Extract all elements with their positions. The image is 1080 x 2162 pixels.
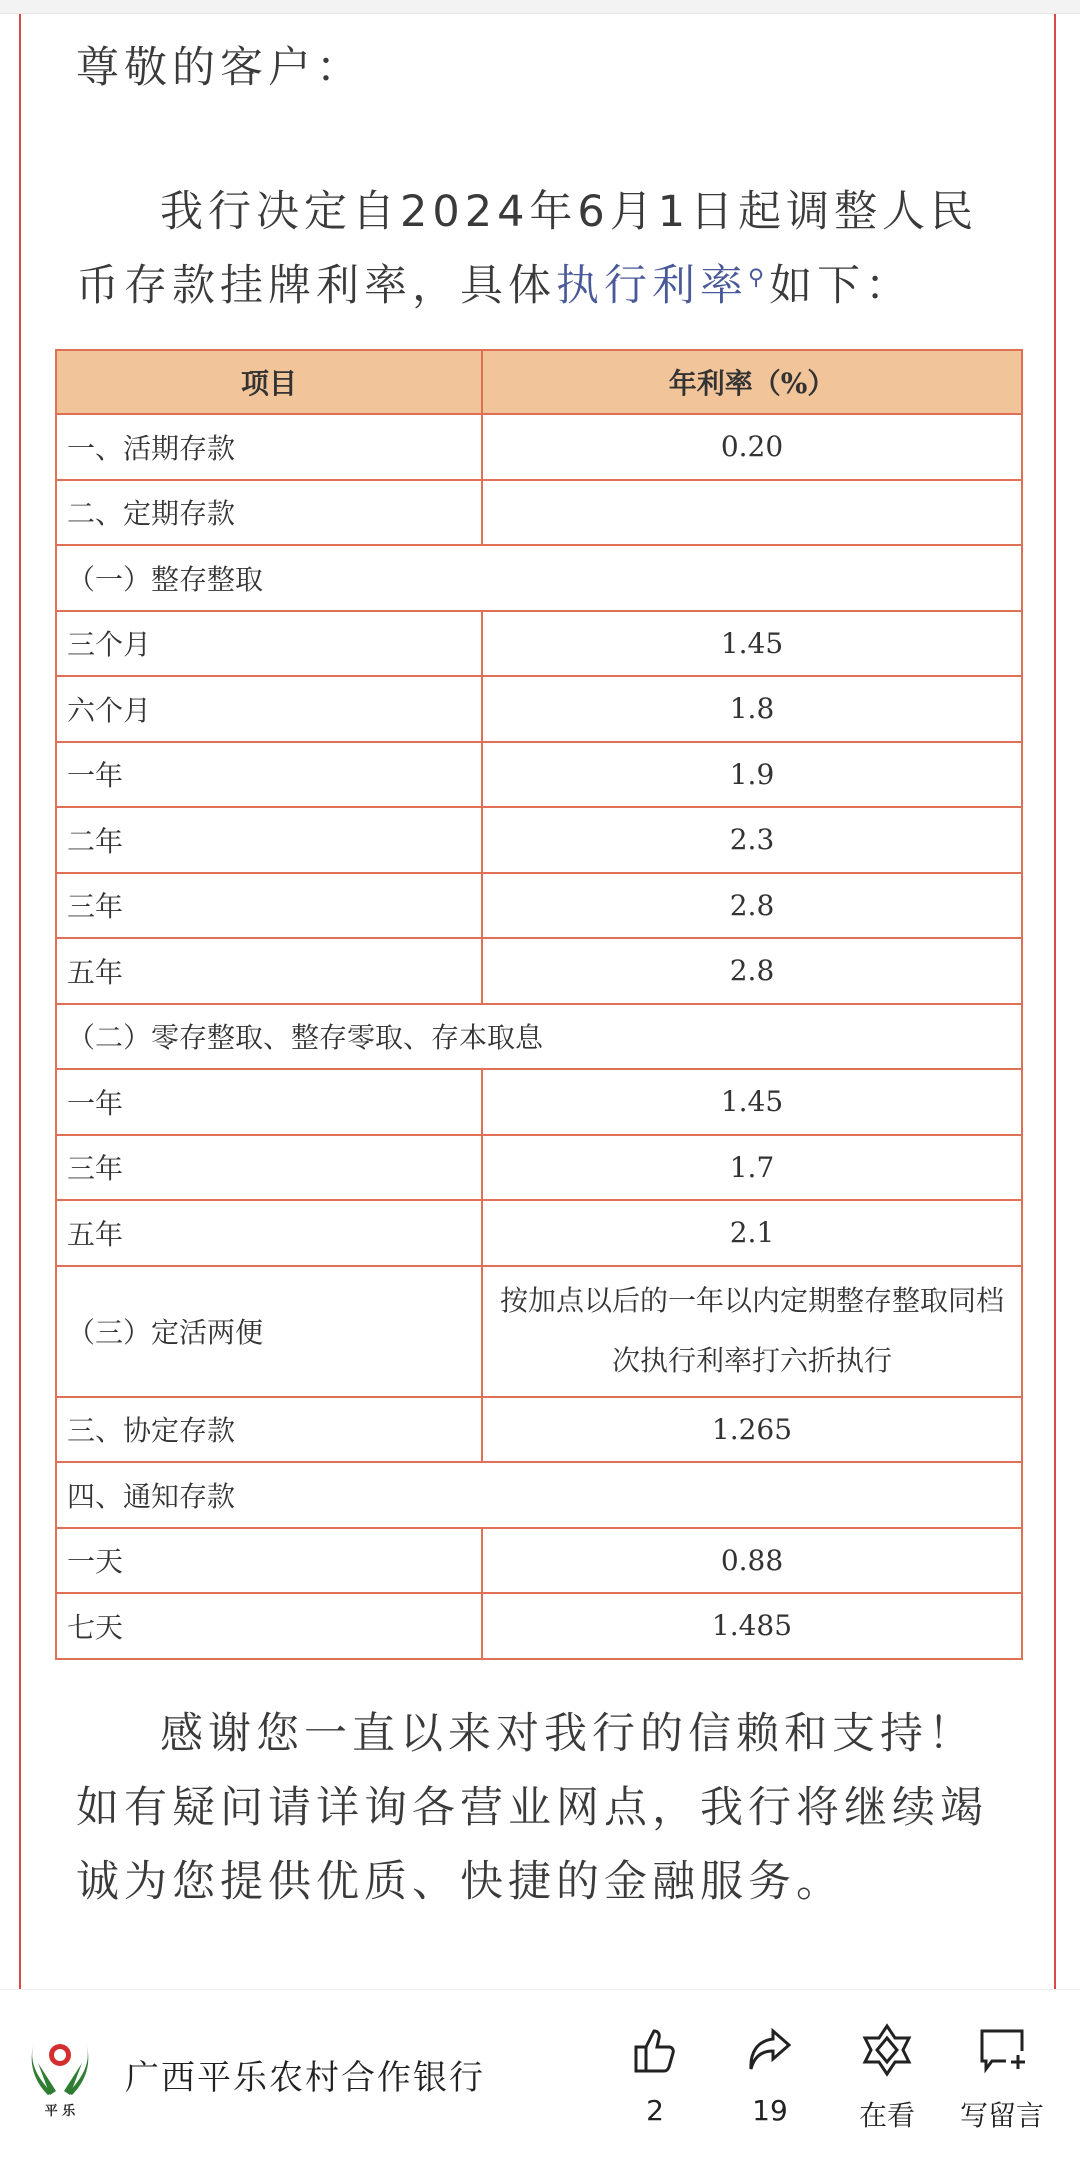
thumbs-up-icon [605, 2020, 705, 2080]
table-row [56, 1069, 1022, 1135]
closing-line-3: 诚为您提供优质、快捷的金融服务。 [76, 1857, 844, 1907]
table-row [56, 1397, 1022, 1463]
row-item: 三、协定存款 [56, 1397, 482, 1463]
footer-bar [0, 1989, 1080, 2162]
header-item: 项目 [56, 350, 482, 414]
table-row [56, 545, 1022, 611]
row-rate: 0.88 [482, 1528, 1022, 1594]
closing-line-1: 感谢您一直以来对我行的信赖和支持！ [160, 1709, 976, 1759]
row-item: 三年 [56, 873, 482, 939]
table-row [56, 1462, 1022, 1528]
interest-rate-table [55, 349, 1023, 1660]
row-rate: 2.1 [482, 1200, 1022, 1266]
row-rate: 按加点以后的一年以内定期整存整取同档次执行利率打六折执行 [482, 1266, 1022, 1397]
row-item: 二年 [56, 807, 482, 873]
closing-line-2: 如有疑问请详询各营业网点，我行将继续竭 [76, 1783, 988, 1833]
row-item: 七天 [56, 1593, 482, 1659]
row-item: （二）零存整取、整存零取、存本取息 [56, 1004, 1022, 1070]
row-item: （一）整存整取 [56, 545, 1022, 611]
wow-label: 在看 [858, 2099, 915, 2132]
row-item: 一天 [56, 1528, 482, 1594]
row-rate: 2.3 [482, 807, 1022, 873]
table-row [56, 1200, 1022, 1266]
top-bar [0, 0, 1080, 14]
table-row [56, 611, 1022, 677]
row-rate: 1.485 [482, 1593, 1022, 1659]
like-count: 2 [646, 2094, 664, 2127]
share-icon [720, 2020, 820, 2080]
table-row [56, 676, 1022, 742]
row-rate: 1.9 [482, 742, 1022, 808]
share-button[interactable] [720, 2020, 820, 2127]
search-icon[interactable]: ⚲ [748, 265, 770, 291]
table-row [56, 414, 1022, 480]
comment-label: 写留言 [959, 2099, 1044, 2132]
row-rate: 2.8 [482, 938, 1022, 1004]
intro-line-1: 我行决定自2024年6月1日起调整人民 [160, 187, 979, 237]
table-row [56, 1266, 1022, 1397]
row-rate: 1.8 [482, 676, 1022, 742]
row-item: 六个月 [56, 676, 482, 742]
row-item: 五年 [56, 1200, 482, 1266]
greeting: 尊敬的客户： [76, 43, 364, 93]
row-item: 五年 [56, 938, 482, 1004]
table-row [56, 480, 1022, 546]
header-rate: 年利率（%） [482, 350, 1022, 414]
row-item: 三年 [56, 1135, 482, 1201]
like-button[interactable] [605, 2020, 705, 2127]
intro-text-end: 如下： [769, 261, 914, 311]
row-item: 三个月 [56, 611, 482, 677]
table-row [56, 873, 1022, 939]
comment-button[interactable] [952, 2020, 1052, 2134]
row-item: 四、通知存款 [56, 1462, 1022, 1528]
comment-icon [952, 2020, 1052, 2080]
row-item: 一年 [56, 742, 482, 808]
table-row [56, 1135, 1022, 1201]
bank-logo[interactable] [28, 2033, 92, 2119]
row-item: 一年 [56, 1069, 482, 1135]
row-item: 一、活期存款 [56, 414, 482, 480]
table-row [56, 807, 1022, 873]
svg-text:平 乐: 平 乐 [44, 2104, 76, 2119]
star-icon [837, 2020, 937, 2080]
table-row [56, 938, 1022, 1004]
row-rate: 0.20 [482, 414, 1022, 480]
row-rate: 1.265 [482, 1397, 1022, 1463]
row-item: （三）定活两便 [56, 1266, 482, 1397]
table-row [56, 1004, 1022, 1070]
rate-search-link[interactable]: 执行利率 [556, 261, 748, 311]
table-row [56, 1593, 1022, 1659]
row-rate: 1.7 [482, 1135, 1022, 1201]
share-count: 19 [752, 2094, 788, 2127]
wow-button[interactable] [837, 2020, 937, 2134]
row-rate: 2.8 [482, 873, 1022, 939]
intro-text: 币存款挂牌利率，具体 [76, 261, 556, 311]
row-item: 二、定期存款 [56, 480, 482, 546]
row-rate [482, 480, 1022, 546]
row-rate: 1.45 [482, 1069, 1022, 1135]
bank-name[interactable]: 广西平乐农村合作银行 [125, 2058, 485, 2098]
intro-line-2 [76, 252, 913, 313]
table-row [56, 1528, 1022, 1594]
table-row [56, 742, 1022, 808]
row-rate: 1.45 [482, 611, 1022, 677]
